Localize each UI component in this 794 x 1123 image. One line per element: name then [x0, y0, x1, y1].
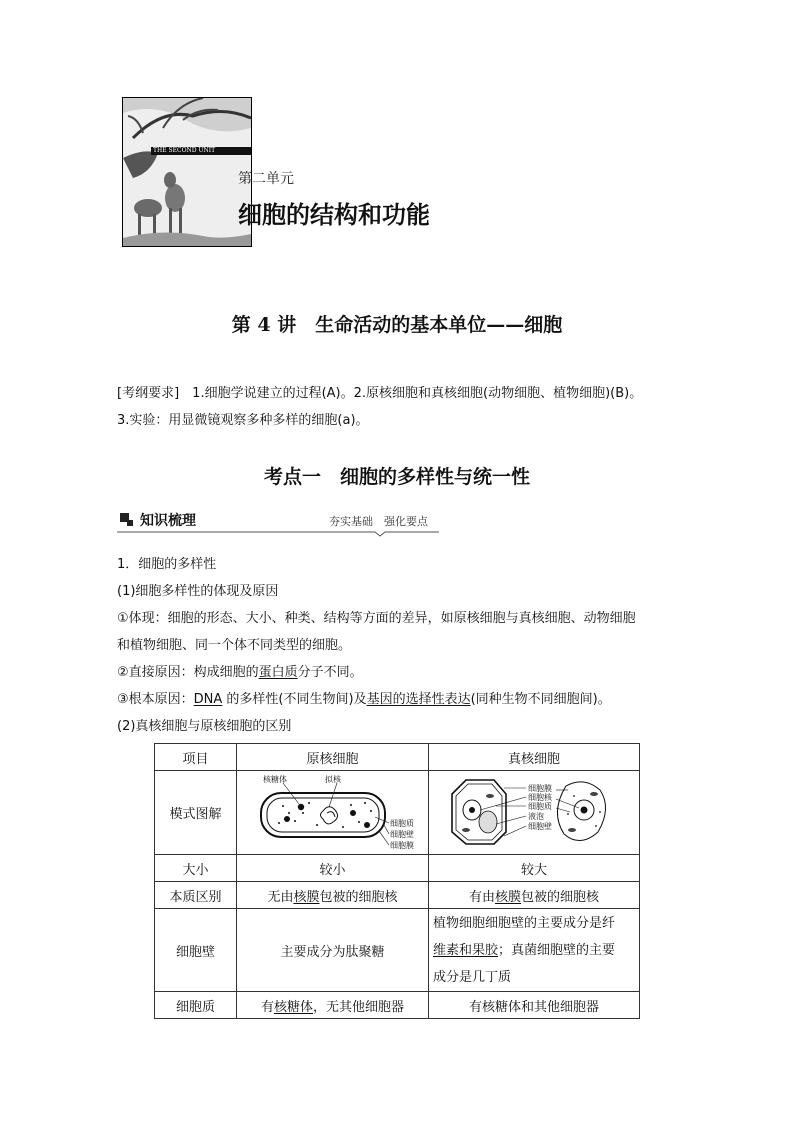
content-body	[117, 551, 682, 740]
label-cytoplasm: 细胞质	[528, 801, 552, 811]
table-row	[155, 992, 640, 1019]
paragraph-root-cause: ③根本原因：DNA 的多样性(不同生物间)及基因的选择性表达(同种生物不同细胞间)。	[117, 692, 611, 707]
paragraph-manifest-b: 和植物细胞、同一个体不同类型的细胞。	[117, 638, 352, 653]
subheading-difference: (2)真核细胞与原核细胞的区别	[117, 719, 292, 734]
section-title: 考点一 细胞的多样性与统一性	[263, 466, 530, 488]
label-ribosome: 核糖体	[262, 774, 287, 784]
subheading-diversity-cause: (1)细胞多样性的体现及原因	[117, 584, 279, 599]
underline-dna: DNA	[193, 692, 223, 707]
paragraph-manifest-a: ①体现：细胞的形态、大小、种类、结构等方面的差异，如原核细胞与真核细胞、动物细胞	[117, 611, 636, 626]
prokaryote-diagram	[237, 771, 429, 855]
underline-cellulose-pectin: 维素和果胶	[433, 942, 499, 958]
label-cell-wall: 细胞壁	[389, 829, 414, 839]
square-icon	[120, 513, 133, 526]
underline-gene-expression: 基因的选择性表达	[366, 692, 471, 707]
underline-protein: 蛋白质	[258, 665, 298, 680]
prokaryote-essence: 无由核膜包被的细胞核	[237, 882, 429, 909]
comparison-table	[154, 743, 640, 1019]
label-cell-wall: 细胞壁	[528, 821, 552, 831]
row-label-size: 大小	[155, 855, 237, 882]
header-item: 项目	[155, 744, 237, 771]
row-label-model: 模式图解	[155, 771, 237, 855]
eukaryote-diagram	[429, 771, 640, 855]
label-cell-membrane: 细胞膜	[528, 783, 552, 793]
underline-ribosome: 核糖体	[273, 999, 313, 1015]
paragraph-direct-cause: ②直接原因：构成细胞的蛋白质分子不同。	[117, 665, 363, 680]
requirements-line2: 3.实验：用显微镜观察多种多样的细胞(a)。	[117, 413, 369, 428]
eukaryote-cell-wall: 植物细胞细胞壁的主要成分是纤 维素和果胶；真菌细胞壁的主要 成分是几丁质	[429, 909, 640, 992]
label-nucleoid: 拟核	[324, 774, 341, 784]
unit-title: 细胞的结构和功能	[238, 201, 430, 229]
row-label-essence: 本质区别	[155, 882, 237, 909]
row-label-cytoplasm: 细胞质	[155, 992, 237, 1019]
eukaryote-essence: 有由核膜包被的细胞核	[429, 882, 640, 909]
row-label-cell-wall: 细胞壁	[155, 909, 237, 992]
table-row	[155, 882, 640, 909]
table-row	[155, 744, 640, 771]
cover-caption: THE SECOND UNIT	[153, 147, 216, 154]
knowledge-underline	[117, 529, 439, 537]
eukaryote-size: 较大	[429, 855, 640, 882]
table-row	[155, 909, 640, 992]
knowledge-title: 知识梳理	[140, 513, 196, 529]
header-eukaryote: 真核细胞	[429, 744, 640, 771]
requirements-line1: 1.细胞学说建立的过程(A)。2.原核细胞和真核细胞(动物细胞、植物细胞)(B)。	[192, 386, 643, 401]
exam-requirements	[117, 380, 682, 434]
table-row	[155, 771, 640, 855]
unit-label: 第二单元	[238, 171, 294, 187]
knowledge-bar	[117, 509, 439, 539]
underline-nuclear-membrane: 核膜	[494, 889, 521, 905]
label-cytoplasm: 细胞质	[389, 818, 414, 828]
table-row	[155, 855, 640, 882]
label-cell-membrane: 细胞膜	[389, 840, 414, 849]
knowledge-slogan: 夯实基础 强化要点	[329, 515, 428, 528]
eukaryote-cytoplasm: 有核糖体和其他细胞器	[429, 992, 640, 1019]
header-prokaryote: 原核细胞	[237, 744, 429, 771]
underline-nuclear-membrane: 核膜	[293, 889, 320, 905]
prokaryote-cell-wall: 主要成分为肽聚糖	[237, 909, 429, 992]
unit-cover-image	[122, 97, 252, 247]
prokaryote-size: 较小	[237, 855, 429, 882]
label-nucleus: 细胞核	[528, 792, 552, 802]
label-vacuole: 液泡	[528, 811, 544, 821]
requirements-tag: [考纲要求]	[117, 386, 180, 401]
lecture-title: 第 4 讲 生命活动的基本单位——细胞	[231, 314, 563, 336]
prokaryote-cytoplasm: 有核糖体，无其他细胞器	[237, 992, 429, 1019]
heading-diversity: 1．细胞的多样性	[117, 557, 217, 572]
